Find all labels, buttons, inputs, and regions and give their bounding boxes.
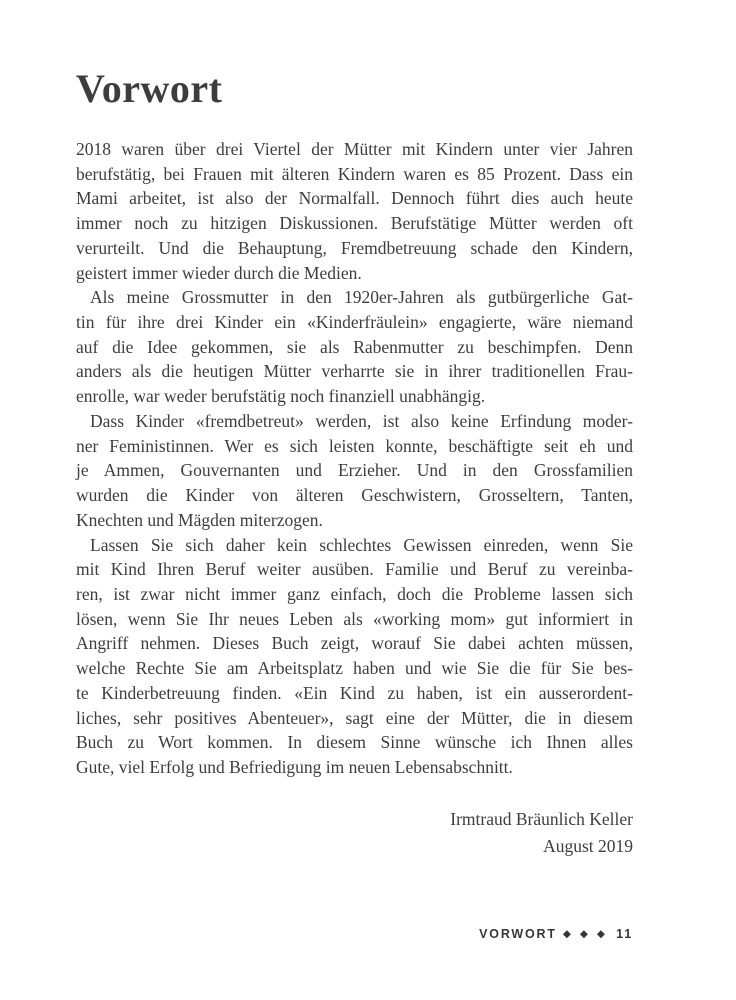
text-line: auf die Idee gekommen, sie als Rabenmutter zu beschimpfen. Denn — [76, 336, 633, 357]
footer-section-label: VORWORT — [479, 927, 557, 941]
text-line: Buch zu Wort kommen. In diesem Sinne wünsche ich Ihnen alles — [76, 732, 633, 753]
text-line: te Kinderbetreuung finden. «Ein Kind zu haben, ist ein ausserordent- — [76, 682, 633, 703]
body-text — [76, 137, 633, 780]
text-line: welche Rechte Sie am Arbeitsplatz haben und wie Sie die für Sie bes- — [76, 658, 633, 679]
text-line: wurden die Kinder von älteren Geschwistern, Grosseltern, Tanten, — [76, 485, 633, 506]
paragraph — [76, 137, 633, 285]
text-line: Knechten und Mägden miterzogen. — [76, 509, 323, 530]
text-line: mit Kind Ihren Beruf weiter ausüben. Familie und Beruf zu vereinba- — [76, 559, 633, 580]
text-line: Angriff nehmen. Dieses Buch zeigt, worauf Sie dabei achten müssen, — [76, 633, 633, 654]
text-line: verurteilt. Und die Behauptung, Fremdbetreuung schade den Kindern, — [76, 237, 633, 258]
text-line: 2018 waren über drei Viertel der Mütter mit Kindern unter vier Jahren — [76, 139, 633, 159]
text-line: ren, ist zwar nicht immer ganz einfach, doch die Probleme lassen sich — [76, 583, 633, 604]
signature-block — [76, 806, 633, 860]
paragraph — [76, 285, 633, 409]
text-line: lösen, wenn Sie Ihr neues Leben als «working mom» gut informiert in — [76, 608, 633, 629]
text-line: Mami arbeitet, ist also der Normalfall. Dennoch führt dies auch heute — [76, 188, 633, 209]
text-line: Als meine Grossmutter in den 1920er-Jahren als gutbürgerliche Gat- — [90, 287, 633, 308]
text-line: liches, sehr positives Abenteuer», sagt eine der Mütter, die in diesem — [76, 707, 633, 728]
text-line: anders als die heutigen Mütter verharrte sie in ihrer traditionellen Frau- — [76, 361, 633, 382]
text-line: Gute, viel Erfolg und Befriedigung im neuen Lebensabschnitt. — [76, 756, 513, 777]
paragraph — [76, 533, 633, 780]
text-line: immer noch zu hitzigen Diskussionen. Berufstätige Mütter werden oft — [76, 213, 633, 234]
text-line: je Ammen, Gouvernanten und Erzieher. Und in den Grossfamilien — [76, 460, 633, 481]
text-line: Dass Kinder «fremdbetreut» werden, ist also keine Erfindung moder- — [90, 410, 633, 431]
text-line: enrolle, war weder berufstätig noch finanziell unabhängig. — [76, 386, 486, 407]
signature-author: Irmtraud Bräunlich Keller — [450, 809, 633, 829]
text-line: berufstätig, bei Frauen mit älteren Kindern waren es 85 Prozent. Dass ein — [76, 163, 633, 184]
text-line: tin für ihre drei Kinder ein «Kinderfräulein» engagierte, wäre niemand — [76, 312, 633, 333]
paragraph — [76, 409, 633, 533]
page-title: Vorwort — [76, 66, 223, 111]
diamond-separator-icon: ◆ ◆ ◆ — [562, 928, 608, 940]
signature-date: August 2019 — [543, 836, 633, 856]
text-line: geistert immer wieder durch die Medien. — [76, 262, 362, 283]
text-line: Lassen Sie sich daher kein schlechtes Gewissen einreden, wenn Sie — [90, 534, 633, 555]
footer-page-number: 11 — [616, 927, 633, 941]
text-line: ner Feministinnen. Wer es sich leisten konnte, beschäftigte seit eh und — [76, 435, 633, 456]
page-footer — [76, 927, 633, 941]
